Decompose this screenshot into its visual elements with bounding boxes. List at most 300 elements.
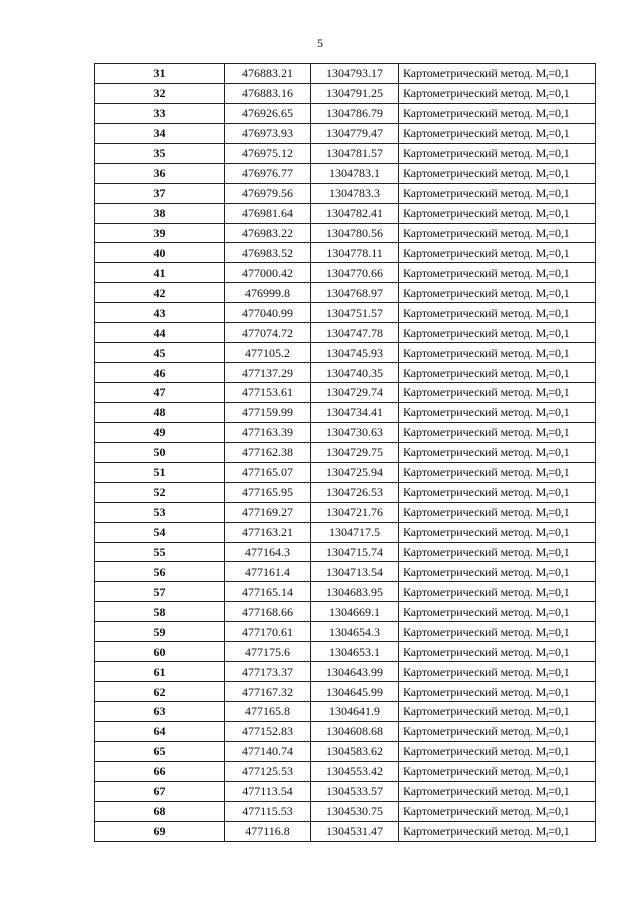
y-coordinate-cell: 1304782.41 bbox=[311, 203, 399, 223]
method-cell bbox=[399, 582, 596, 602]
method-prefix: Картометрический метод. M bbox=[403, 485, 547, 500]
method-subscript: t bbox=[546, 730, 549, 740]
x-coordinate-cell: 477170.61 bbox=[225, 622, 311, 642]
method-suffix: =0,1 bbox=[548, 704, 570, 719]
method-suffix: =0,1 bbox=[548, 345, 570, 360]
y-coordinate-cell: 1304729.74 bbox=[311, 383, 399, 403]
table-row bbox=[95, 223, 596, 243]
x-coordinate-cell: 476983.22 bbox=[225, 223, 311, 243]
method-prefix: Картометрический метод. M bbox=[403, 206, 547, 221]
x-coordinate-cell: 476983.52 bbox=[225, 243, 311, 263]
method-cell bbox=[399, 642, 596, 662]
method-suffix: =0,1 bbox=[548, 285, 570, 300]
method-subscript: t bbox=[546, 810, 549, 820]
method-prefix: Картометрический метод. M bbox=[403, 425, 547, 440]
x-coordinate-cell: 477163.39 bbox=[225, 422, 311, 442]
method-subscript: t bbox=[546, 590, 549, 600]
method-cell bbox=[399, 562, 596, 582]
y-coordinate-cell: 1304717.5 bbox=[311, 522, 399, 542]
y-coordinate-cell: 1304740.35 bbox=[311, 363, 399, 383]
x-coordinate-cell: 477116.8 bbox=[225, 821, 311, 841]
point-number-cell: 64 bbox=[95, 721, 225, 741]
method-subscript: t bbox=[546, 511, 549, 521]
y-coordinate-cell: 1304583.62 bbox=[311, 741, 399, 761]
coordinates-table-body bbox=[95, 64, 596, 842]
y-coordinate-cell: 1304725.94 bbox=[311, 462, 399, 482]
point-number-cell: 34 bbox=[95, 123, 225, 143]
point-number-cell: 35 bbox=[95, 143, 225, 163]
y-coordinate-cell: 1304729.75 bbox=[311, 442, 399, 462]
method-subscript: t bbox=[546, 172, 549, 182]
x-coordinate-cell: 477140.74 bbox=[225, 741, 311, 761]
point-number-cell: 68 bbox=[95, 801, 225, 821]
method-cell bbox=[399, 163, 596, 183]
method-prefix: Картометрический метод. M bbox=[403, 525, 547, 540]
point-number-cell: 31 bbox=[95, 64, 225, 84]
x-coordinate-cell: 477125.53 bbox=[225, 761, 311, 781]
y-coordinate-cell: 1304791.25 bbox=[311, 83, 399, 103]
x-coordinate-cell: 477169.27 bbox=[225, 502, 311, 522]
x-coordinate-cell: 477165.14 bbox=[225, 582, 311, 602]
y-coordinate-cell: 1304770.66 bbox=[311, 263, 399, 283]
table-row bbox=[95, 402, 596, 422]
method-subscript: t bbox=[546, 471, 549, 481]
method-subscript: t bbox=[546, 431, 549, 441]
point-number-cell: 43 bbox=[95, 303, 225, 323]
method-suffix: =0,1 bbox=[548, 425, 570, 440]
table-row bbox=[95, 462, 596, 482]
method-suffix: =0,1 bbox=[548, 784, 570, 799]
method-suffix: =0,1 bbox=[548, 206, 570, 221]
table-row bbox=[95, 702, 596, 722]
table-row bbox=[95, 662, 596, 682]
method-subscript: t bbox=[546, 212, 549, 222]
point-number-cell: 65 bbox=[95, 741, 225, 761]
method-cell bbox=[399, 821, 596, 841]
y-coordinate-cell: 1304530.75 bbox=[311, 801, 399, 821]
method-prefix: Картометрический метод. M bbox=[403, 684, 547, 699]
x-coordinate-cell: 476975.12 bbox=[225, 143, 311, 163]
method-suffix: =0,1 bbox=[548, 485, 570, 500]
method-subscript: t bbox=[546, 231, 549, 241]
table-row bbox=[95, 801, 596, 821]
method-prefix: Картометрический метод. M bbox=[403, 405, 547, 420]
method-cell bbox=[399, 83, 596, 103]
method-cell bbox=[399, 223, 596, 243]
x-coordinate-cell: 477165.8 bbox=[225, 702, 311, 722]
point-number-cell: 54 bbox=[95, 522, 225, 542]
method-prefix: Картометрический метод. M bbox=[403, 225, 547, 240]
method-prefix: Картометрический метод. M bbox=[403, 166, 547, 181]
y-coordinate-cell: 1304713.54 bbox=[311, 562, 399, 582]
method-suffix: =0,1 bbox=[548, 166, 570, 181]
method-suffix: =0,1 bbox=[548, 126, 570, 141]
page-number: 5 bbox=[317, 36, 323, 50]
method-prefix: Картометрический метод. M bbox=[403, 704, 547, 719]
method-cell bbox=[399, 263, 596, 283]
table-row bbox=[95, 781, 596, 801]
y-coordinate-cell: 1304608.68 bbox=[311, 721, 399, 741]
method-suffix: =0,1 bbox=[548, 405, 570, 420]
method-prefix: Картометрический метод. M bbox=[403, 445, 547, 460]
method-prefix: Картометрический метод. M bbox=[403, 764, 547, 779]
method-cell bbox=[399, 761, 596, 781]
method-suffix: =0,1 bbox=[548, 186, 570, 201]
point-number-cell: 63 bbox=[95, 702, 225, 722]
table-row bbox=[95, 123, 596, 143]
method-prefix: Картометрический метод. M bbox=[403, 784, 547, 799]
method-subscript: t bbox=[546, 570, 549, 580]
table-row bbox=[95, 542, 596, 562]
point-number-cell: 32 bbox=[95, 83, 225, 103]
x-coordinate-cell: 476883.21 bbox=[225, 64, 311, 84]
method-subscript: t bbox=[546, 610, 549, 620]
method-cell bbox=[399, 542, 596, 562]
method-cell bbox=[399, 682, 596, 702]
table-row bbox=[95, 283, 596, 303]
method-prefix: Картометрический метод. M bbox=[403, 245, 547, 260]
table-row bbox=[95, 83, 596, 103]
table-row bbox=[95, 422, 596, 442]
x-coordinate-cell: 477040.99 bbox=[225, 303, 311, 323]
method-cell bbox=[399, 363, 596, 383]
x-coordinate-cell: 477115.53 bbox=[225, 801, 311, 821]
method-prefix: Картометрический метод. M bbox=[403, 465, 547, 480]
method-subscript: t bbox=[546, 192, 549, 202]
method-suffix: =0,1 bbox=[548, 265, 570, 280]
table-row bbox=[95, 64, 596, 84]
method-subscript: t bbox=[546, 750, 549, 760]
method-subscript: t bbox=[546, 351, 549, 361]
x-coordinate-cell: 476926.65 bbox=[225, 103, 311, 123]
point-number-cell: 51 bbox=[95, 462, 225, 482]
method-cell bbox=[399, 801, 596, 821]
y-coordinate-cell: 1304793.17 bbox=[311, 64, 399, 84]
method-suffix: =0,1 bbox=[548, 245, 570, 260]
method-suffix: =0,1 bbox=[548, 225, 570, 240]
table-row bbox=[95, 642, 596, 662]
point-number-cell: 50 bbox=[95, 442, 225, 462]
method-cell bbox=[399, 64, 596, 84]
method-suffix: =0,1 bbox=[548, 824, 570, 839]
y-coordinate-cell: 1304726.53 bbox=[311, 482, 399, 502]
method-cell bbox=[399, 283, 596, 303]
x-coordinate-cell: 476883.16 bbox=[225, 83, 311, 103]
table-row bbox=[95, 721, 596, 741]
y-coordinate-cell: 1304531.47 bbox=[311, 821, 399, 841]
method-subscript: t bbox=[546, 670, 549, 680]
method-suffix: =0,1 bbox=[548, 584, 570, 599]
method-subscript: t bbox=[546, 152, 549, 162]
method-subscript: t bbox=[546, 770, 549, 780]
table-row bbox=[95, 183, 596, 203]
y-coordinate-cell: 1304653.1 bbox=[311, 642, 399, 662]
y-coordinate-cell: 1304751.57 bbox=[311, 303, 399, 323]
x-coordinate-cell: 477162.38 bbox=[225, 442, 311, 462]
point-number-cell: 53 bbox=[95, 502, 225, 522]
point-number-cell: 41 bbox=[95, 263, 225, 283]
method-suffix: =0,1 bbox=[548, 385, 570, 400]
method-subscript: t bbox=[546, 271, 549, 281]
method-prefix: Картометрический метод. M bbox=[403, 365, 547, 380]
method-cell bbox=[399, 203, 596, 223]
table-row bbox=[95, 203, 596, 223]
method-cell bbox=[399, 123, 596, 143]
method-subscript: t bbox=[546, 690, 549, 700]
point-number-cell: 69 bbox=[95, 821, 225, 841]
method-prefix: Картометрический метод. M bbox=[403, 584, 547, 599]
method-suffix: =0,1 bbox=[548, 106, 570, 121]
y-coordinate-cell: 1304721.76 bbox=[311, 502, 399, 522]
table-row bbox=[95, 263, 596, 283]
x-coordinate-cell: 476976.77 bbox=[225, 163, 311, 183]
method-cell bbox=[399, 383, 596, 403]
point-number-cell: 47 bbox=[95, 383, 225, 403]
y-coordinate-cell: 1304533.57 bbox=[311, 781, 399, 801]
method-subscript: t bbox=[546, 491, 549, 501]
method-prefix: Картометрический метод. M bbox=[403, 305, 547, 320]
table-row bbox=[95, 682, 596, 702]
method-suffix: =0,1 bbox=[548, 684, 570, 699]
method-prefix: Картометрический метод. M bbox=[403, 186, 547, 201]
x-coordinate-cell: 477105.2 bbox=[225, 343, 311, 363]
method-cell bbox=[399, 462, 596, 482]
method-cell bbox=[399, 602, 596, 622]
point-number-cell: 39 bbox=[95, 223, 225, 243]
method-subscript: t bbox=[546, 311, 549, 321]
point-number-cell: 66 bbox=[95, 761, 225, 781]
point-number-cell: 58 bbox=[95, 602, 225, 622]
method-subscript: t bbox=[546, 531, 549, 541]
x-coordinate-cell: 477173.37 bbox=[225, 662, 311, 682]
x-coordinate-cell: 476979.56 bbox=[225, 183, 311, 203]
y-coordinate-cell: 1304715.74 bbox=[311, 542, 399, 562]
method-prefix: Картометрический метод. M bbox=[403, 345, 547, 360]
method-subscript: t bbox=[546, 92, 549, 102]
method-cell bbox=[399, 662, 596, 682]
point-number-cell: 36 bbox=[95, 163, 225, 183]
method-prefix: Картометрический метод. M bbox=[403, 505, 547, 520]
method-suffix: =0,1 bbox=[548, 744, 570, 759]
table-row bbox=[95, 243, 596, 263]
method-subscript: t bbox=[546, 371, 549, 381]
y-coordinate-cell: 1304786.79 bbox=[311, 103, 399, 123]
method-prefix: Картометрический метод. M bbox=[403, 804, 547, 819]
method-suffix: =0,1 bbox=[548, 365, 570, 380]
point-number-cell: 44 bbox=[95, 323, 225, 343]
method-cell bbox=[399, 622, 596, 642]
method-suffix: =0,1 bbox=[548, 624, 570, 639]
method-cell bbox=[399, 442, 596, 462]
method-cell bbox=[399, 741, 596, 761]
method-prefix: Картометрический метод. M bbox=[403, 564, 547, 579]
point-number-cell: 37 bbox=[95, 183, 225, 203]
point-number-cell: 40 bbox=[95, 243, 225, 263]
method-prefix: Картометрический метод. M bbox=[403, 126, 547, 141]
table-row bbox=[95, 821, 596, 841]
method-cell bbox=[399, 402, 596, 422]
table-row bbox=[95, 442, 596, 462]
method-suffix: =0,1 bbox=[548, 724, 570, 739]
x-coordinate-cell: 477152.83 bbox=[225, 721, 311, 741]
table-row bbox=[95, 103, 596, 123]
method-cell bbox=[399, 781, 596, 801]
method-subscript: t bbox=[546, 710, 549, 720]
method-subscript: t bbox=[546, 72, 549, 82]
y-coordinate-cell: 1304783.3 bbox=[311, 183, 399, 203]
y-coordinate-cell: 1304645.99 bbox=[311, 682, 399, 702]
method-subscript: t bbox=[546, 132, 549, 142]
x-coordinate-cell: 477153.61 bbox=[225, 383, 311, 403]
table-row bbox=[95, 502, 596, 522]
point-number-cell: 55 bbox=[95, 542, 225, 562]
x-coordinate-cell: 476999.8 bbox=[225, 283, 311, 303]
table-row bbox=[95, 163, 596, 183]
method-subscript: t bbox=[546, 451, 549, 461]
method-cell bbox=[399, 303, 596, 323]
method-prefix: Картометрический метод. M bbox=[403, 106, 547, 121]
method-subscript: t bbox=[546, 550, 549, 560]
point-number-cell: 52 bbox=[95, 482, 225, 502]
method-cell bbox=[399, 103, 596, 123]
x-coordinate-cell: 477168.66 bbox=[225, 602, 311, 622]
method-prefix: Картометрический метод. M bbox=[403, 544, 547, 559]
method-suffix: =0,1 bbox=[548, 525, 570, 540]
table-row bbox=[95, 602, 596, 622]
method-prefix: Картометрический метод. M bbox=[403, 724, 547, 739]
y-coordinate-cell: 1304779.47 bbox=[311, 123, 399, 143]
table-row bbox=[95, 323, 596, 343]
x-coordinate-cell: 477161.4 bbox=[225, 562, 311, 582]
y-coordinate-cell: 1304683.95 bbox=[311, 582, 399, 602]
x-coordinate-cell: 477074.72 bbox=[225, 323, 311, 343]
method-subscript: t bbox=[546, 650, 549, 660]
x-coordinate-cell: 477000.42 bbox=[225, 263, 311, 283]
y-coordinate-cell: 1304780.56 bbox=[311, 223, 399, 243]
y-coordinate-cell: 1304768.97 bbox=[311, 283, 399, 303]
method-cell bbox=[399, 143, 596, 163]
table-row bbox=[95, 522, 596, 542]
method-suffix: =0,1 bbox=[548, 86, 570, 101]
x-coordinate-cell: 477165.07 bbox=[225, 462, 311, 482]
x-coordinate-cell: 477163.21 bbox=[225, 522, 311, 542]
coordinates-table bbox=[94, 63, 596, 842]
method-prefix: Картометрический метод. M bbox=[403, 285, 547, 300]
method-prefix: Картометрический метод. M bbox=[403, 644, 547, 659]
y-coordinate-cell: 1304641.9 bbox=[311, 702, 399, 722]
x-coordinate-cell: 477175.6 bbox=[225, 642, 311, 662]
method-cell bbox=[399, 482, 596, 502]
method-prefix: Картометрический метод. M bbox=[403, 624, 547, 639]
table-row bbox=[95, 303, 596, 323]
method-cell bbox=[399, 343, 596, 363]
method-prefix: Картометрический метод. M bbox=[403, 146, 547, 161]
method-prefix: Картометрический метод. M bbox=[403, 385, 547, 400]
table-row bbox=[95, 562, 596, 582]
method-suffix: =0,1 bbox=[548, 544, 570, 559]
method-suffix: =0,1 bbox=[548, 604, 570, 619]
point-number-cell: 57 bbox=[95, 582, 225, 602]
x-coordinate-cell: 476973.93 bbox=[225, 123, 311, 143]
method-suffix: =0,1 bbox=[548, 564, 570, 579]
table-row bbox=[95, 143, 596, 163]
method-prefix: Картометрический метод. M bbox=[403, 325, 547, 340]
method-suffix: =0,1 bbox=[548, 804, 570, 819]
method-cell bbox=[399, 323, 596, 343]
method-prefix: Картометрический метод. M bbox=[403, 604, 547, 619]
point-number-cell: 48 bbox=[95, 402, 225, 422]
table-row bbox=[95, 741, 596, 761]
point-number-cell: 67 bbox=[95, 781, 225, 801]
table-row bbox=[95, 343, 596, 363]
point-number-cell: 38 bbox=[95, 203, 225, 223]
method-cell bbox=[399, 522, 596, 542]
method-suffix: =0,1 bbox=[548, 445, 570, 460]
point-number-cell: 61 bbox=[95, 662, 225, 682]
y-coordinate-cell: 1304730.63 bbox=[311, 422, 399, 442]
method-prefix: Картометрический метод. M bbox=[403, 86, 547, 101]
method-subscript: t bbox=[546, 411, 549, 421]
y-coordinate-cell: 1304783.1 bbox=[311, 163, 399, 183]
method-cell bbox=[399, 422, 596, 442]
method-prefix: Картометрический метод. M bbox=[403, 664, 547, 679]
table-row bbox=[95, 761, 596, 781]
method-suffix: =0,1 bbox=[548, 644, 570, 659]
point-number-cell: 45 bbox=[95, 343, 225, 363]
method-prefix: Картометрический метод. M bbox=[403, 66, 547, 81]
x-coordinate-cell: 477113.54 bbox=[225, 781, 311, 801]
point-number-cell: 46 bbox=[95, 363, 225, 383]
point-number-cell: 42 bbox=[95, 283, 225, 303]
method-subscript: t bbox=[546, 790, 549, 800]
method-cell bbox=[399, 183, 596, 203]
x-coordinate-cell: 477165.95 bbox=[225, 482, 311, 502]
y-coordinate-cell: 1304669.1 bbox=[311, 602, 399, 622]
method-subscript: t bbox=[546, 112, 549, 122]
method-suffix: =0,1 bbox=[548, 465, 570, 480]
method-suffix: =0,1 bbox=[548, 325, 570, 340]
method-suffix: =0,1 bbox=[548, 505, 570, 520]
table-row bbox=[95, 363, 596, 383]
method-suffix: =0,1 bbox=[548, 146, 570, 161]
x-coordinate-cell: 477159.99 bbox=[225, 402, 311, 422]
method-suffix: =0,1 bbox=[548, 764, 570, 779]
method-subscript: t bbox=[546, 331, 549, 341]
method-cell bbox=[399, 502, 596, 522]
table-row bbox=[95, 383, 596, 403]
y-coordinate-cell: 1304654.3 bbox=[311, 622, 399, 642]
y-coordinate-cell: 1304553.42 bbox=[311, 761, 399, 781]
point-number-cell: 56 bbox=[95, 562, 225, 582]
x-coordinate-cell: 477167.32 bbox=[225, 682, 311, 702]
method-suffix: =0,1 bbox=[548, 305, 570, 320]
y-coordinate-cell: 1304643.99 bbox=[311, 662, 399, 682]
method-cell bbox=[399, 702, 596, 722]
method-subscript: t bbox=[546, 251, 549, 261]
method-suffix: =0,1 bbox=[548, 664, 570, 679]
y-coordinate-cell: 1304734.41 bbox=[311, 402, 399, 422]
method-prefix: Картометрический метод. M bbox=[403, 265, 547, 280]
table-row bbox=[95, 482, 596, 502]
y-coordinate-cell: 1304745.93 bbox=[311, 343, 399, 363]
method-prefix: Картометрический метод. M bbox=[403, 744, 547, 759]
point-number-cell: 33 bbox=[95, 103, 225, 123]
table-row bbox=[95, 582, 596, 602]
point-number-cell: 60 bbox=[95, 642, 225, 662]
y-coordinate-cell: 1304778.11 bbox=[311, 243, 399, 263]
x-coordinate-cell: 477164.3 bbox=[225, 542, 311, 562]
method-prefix: Картометрический метод. M bbox=[403, 824, 547, 839]
